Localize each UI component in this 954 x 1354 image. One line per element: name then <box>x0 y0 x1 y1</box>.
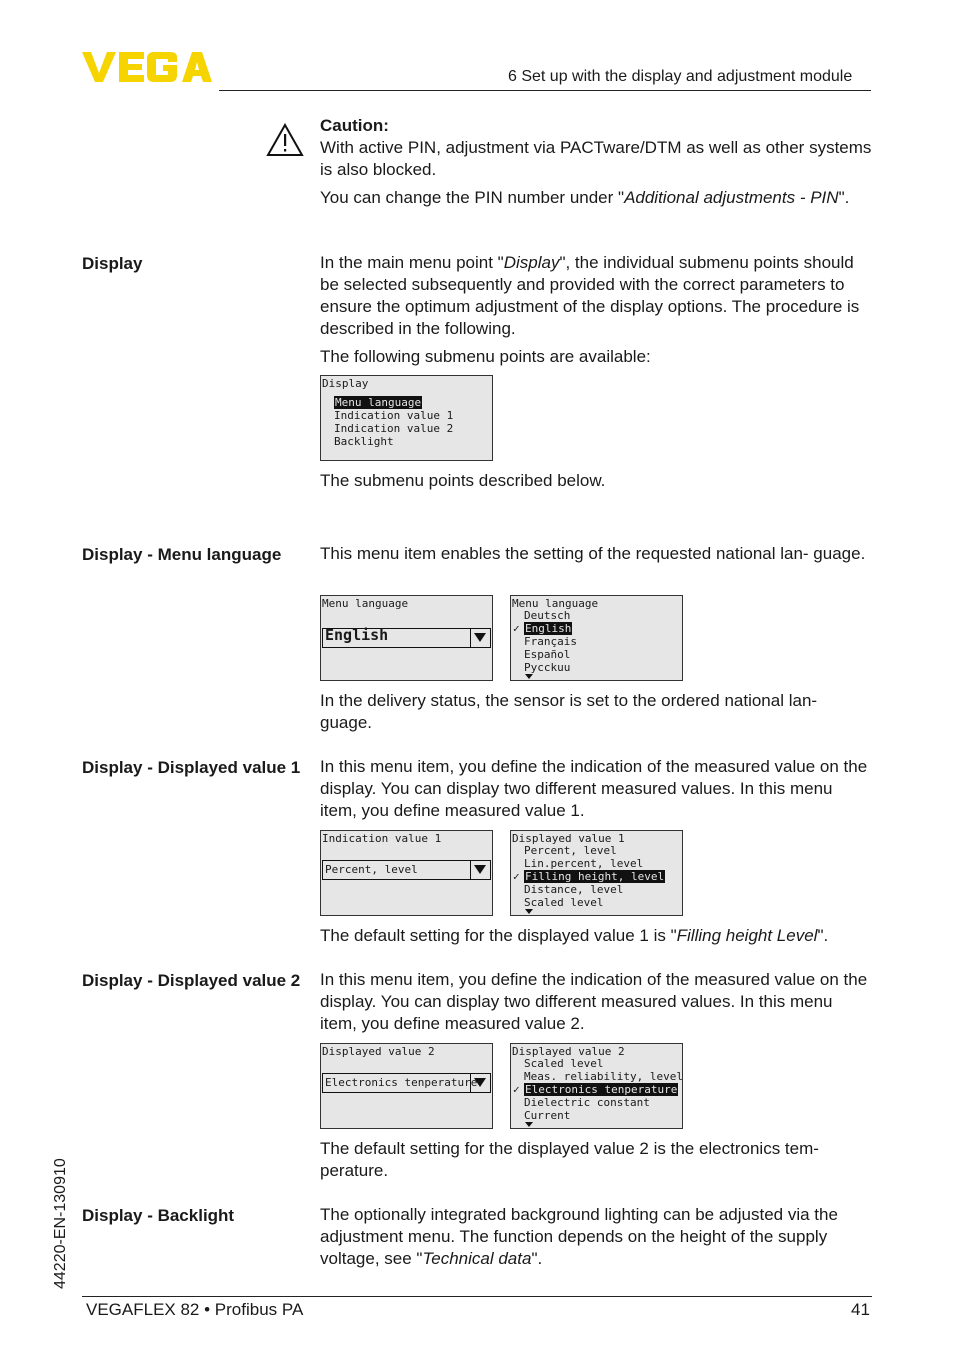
document-number: 44220-EN-130910 <box>52 1158 69 1289</box>
header-divider <box>219 90 871 91</box>
vega-logo <box>82 50 212 84</box>
menu-language-list-screen <box>510 595 683 681</box>
indication-value-1-screen <box>320 830 493 916</box>
header-section-title: 6 Set up with the display and adjustment module <box>508 68 853 85</box>
screen-item: Meas. reliability, level <box>524 1070 683 1083</box>
menu-language-heading: Display - Menu language <box>82 545 282 564</box>
screen-item: Indication value 2 <box>334 422 454 435</box>
display-submenu-note: The submenu points described below. <box>320 471 606 490</box>
screen-item-selected: Filling height, level <box>525 870 665 883</box>
page-number: 41 <box>851 1300 870 1319</box>
caution-title: Caution: <box>320 116 389 135</box>
screen-item: Scaled level <box>524 896 604 909</box>
dropdown-arrow-icon <box>470 629 490 647</box>
screen-title: Indication value 1 <box>322 832 442 845</box>
dropdown-value: Electronics tenperature <box>325 1076 478 1089</box>
screen-item: Pycckuu <box>524 661 571 674</box>
screen-item: Backlight <box>334 435 394 448</box>
screen-title: Displayed value 2 <box>512 1045 625 1058</box>
displayed-value-2-text: In this menu item, you define the indication of the measured value on the display. You can display two different measured values. In this menu item, you define measured value 2. <box>320 970 868 1033</box>
backlight-heading: Display - Backlight <box>82 1206 235 1225</box>
displayed-value-1-text: In this menu item, you define the indication of the measured value on the display. You can display two different measured values. In this menu item, you define measured value 1. <box>320 757 868 820</box>
screen-item: Dielectric constant <box>524 1096 650 1109</box>
dropdown-value: English <box>325 626 389 644</box>
menu-language-text: This menu item enables the setting of the requested national lan- guage. <box>320 544 866 563</box>
dropdown-value: Percent, level <box>325 863 418 876</box>
menu-language-screen <box>320 595 493 681</box>
screen-title: Displayed value 2 <box>322 1045 435 1058</box>
screen-item: Percent, level <box>524 844 617 857</box>
backlight-text: The optionally integrated background lighting can be adjusted via the adjustment menu. The function depends on the height of the supply voltage, see "Technical data". <box>320 1205 838 1268</box>
screen-item-selected: English <box>525 622 572 635</box>
screen-item: Distance, level <box>524 883 624 896</box>
language-dropdown <box>322 628 491 648</box>
warning-triangle-icon <box>266 123 304 157</box>
screen-title: Display <box>322 377 369 390</box>
scroll-down-icon <box>525 1122 533 1127</box>
caution-text-1: With active PIN, adjustment via PACTware/DTM as well as other systems is also blocked. <box>320 138 872 179</box>
screen-item-selected: Menu language <box>335 396 422 409</box>
value-1-dropdown <box>322 860 491 880</box>
checkmark-icon: ✓ <box>513 1083 520 1096</box>
displayed-value-2-list-screen <box>510 1043 683 1129</box>
screen-title: Menu language <box>512 597 599 610</box>
display-intro: In the main menu point "Display", the individual submenu points should be selected subsequently and provided with the correct parameters to ensure the optimum adjustment of the display options. The procedure is described in the following. The following submenu points are available: <box>320 252 872 368</box>
dropdown-arrow-icon <box>470 1074 490 1092</box>
screen-item: Español <box>524 648 571 661</box>
displayed-value-1-heading: Display - Displayed value 1 <box>82 758 301 777</box>
displayed-value-2-heading: Display - Displayed value 2 <box>82 971 301 990</box>
screen-title: Menu language <box>322 597 409 610</box>
screen-title: Displayed value 1 <box>512 832 625 845</box>
screen-item: Français <box>524 635 577 648</box>
screen-item: Current <box>524 1109 571 1122</box>
displayed-value-1-list-screen <box>510 830 683 916</box>
value-2-dropdown <box>322 1073 491 1093</box>
screen-item-selected: Electronics tenperature <box>525 1083 678 1096</box>
caution-text-2: You can change the PIN number under "Additional adjustments - PIN". <box>320 188 850 207</box>
dropdown-arrow-icon <box>470 861 490 879</box>
screen-item: Lin.percent, level <box>524 857 644 870</box>
footer-divider <box>82 1296 872 1297</box>
displayed-value-2-default: The default setting for the displayed value 2 is the electronics tem- perature. <box>320 1139 819 1180</box>
caution-block <box>320 115 872 209</box>
menu-language-note: In the delivery status, the sensor is set to the ordered national lan- guage. <box>320 691 818 732</box>
screen-item: Scaled level <box>524 1057 604 1070</box>
scroll-down-icon <box>525 674 533 679</box>
checkmark-icon: ✓ <box>513 622 520 635</box>
screen-item: Indication value 1 <box>334 409 454 422</box>
screen-item: Deutsch <box>524 609 571 622</box>
footer-product: VEGAFLEX 82 • Profibus PA <box>86 1300 304 1319</box>
checkmark-icon: ✓ <box>513 870 520 883</box>
display-heading: Display <box>82 254 143 273</box>
displayed-value-2-screen <box>320 1043 493 1129</box>
display-menu-screen <box>320 375 493 461</box>
display-submenu-intro: The following submenu points are available: <box>320 347 651 366</box>
displayed-value-1-default: The default setting for the displayed value 1 is "Filling height Level". <box>320 926 829 945</box>
scroll-down-icon <box>525 909 533 914</box>
